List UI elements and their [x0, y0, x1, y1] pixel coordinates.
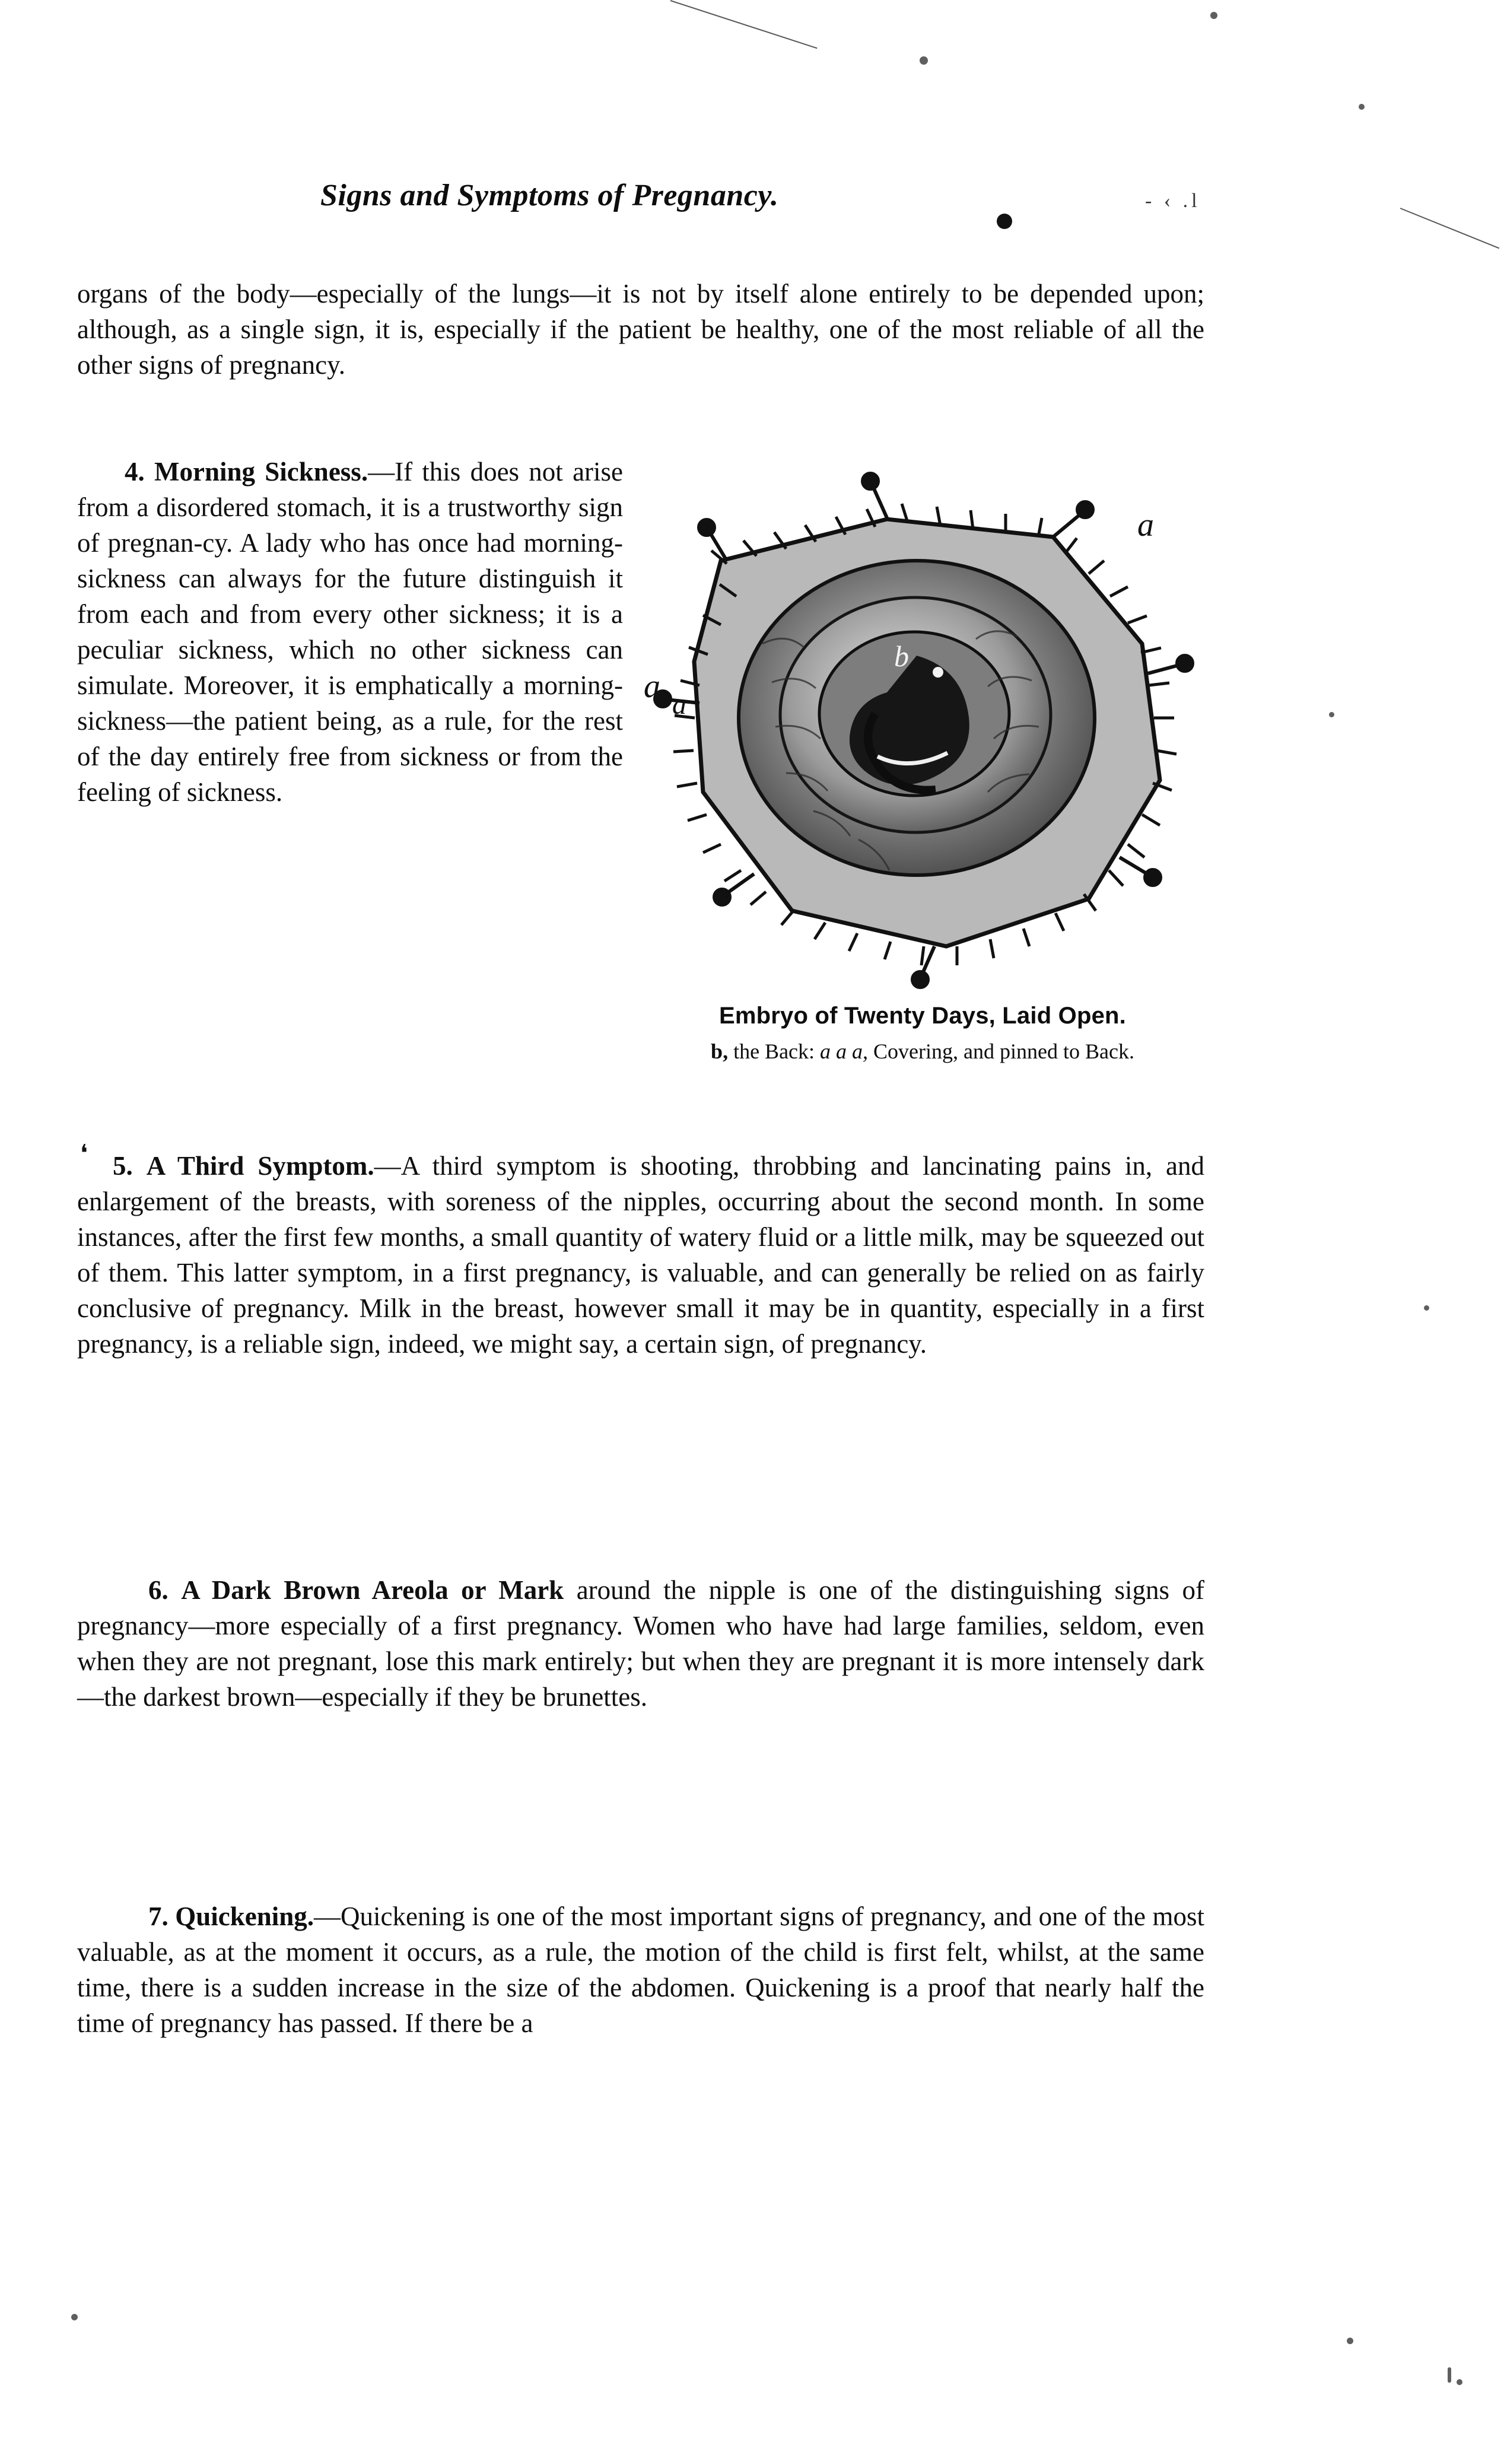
margin-mark: ❛ [80, 1140, 88, 1166]
embryo-illustration [638, 448, 1207, 994]
scan-speck [1457, 2379, 1462, 2385]
scan-speck [1347, 2338, 1353, 2344]
item-7-number: 7. [148, 1902, 168, 1931]
item-5-text: —A third symptom is shooting, throbbing and lancinating pains in, and enlargement of the breasts, with soreness of the nipples, occurring about the second month. In some instances, after the first few months, a small quantity of watery fluid or a little milk, may be squeezed out of them. This latter symptom, in a first pregnancy, is valuable, and can generally be relied on as fairly conclusive of pregnancy. Milk in the breast, however small it may be in quantity, especially in a first pregnancy, is a reliable sign, indeed, we might say, a certain sign, of pregnancy. [77, 1151, 1204, 1359]
figure-label-a-left: a [644, 668, 660, 705]
ink-blot [997, 214, 1012, 229]
scan-speck [920, 56, 928, 65]
paragraph-item-7 [77, 1899, 1204, 2041]
scan-speck [71, 2314, 78, 2320]
scan-scratch-top [670, 0, 818, 49]
scan-scratch-edge [1400, 208, 1500, 249]
figure-label-b-center: b [894, 640, 909, 673]
item-6-title: A Dark Brown Areola or Mark [181, 1575, 564, 1605]
item-7-title: Quickening. [175, 1902, 314, 1931]
item-4-number: 4. [125, 457, 145, 487]
page-running-head: Signs and Symptoms of Pregnancy. [320, 179, 779, 212]
scan-speck [1448, 2367, 1451, 2383]
figure-subcaption [626, 1037, 1219, 1066]
figure-subcaption-rest: Covering, and pinned to Back. [868, 1039, 1134, 1063]
page-folio: - ‹ .l [1145, 190, 1201, 212]
item-4-text: —If this does not arise from a disordered stomach, it is a trustworthy sign of pregnan-cy. A lady who has once had morning-sickness can always for the future distinguish it from each and from every other sickness; it is a peculiar sickness, which no other sickness can simulate. Moreover, it is emphatically a morning-sickness—the patient being, as a rule, for the rest of the day entirely free from sickness or from the feeling of sickness. [77, 457, 624, 807]
figure-subcaption-aaa: a a a, [820, 1039, 869, 1063]
paragraph-top: organs of the body—especially of the lungs—it is not by itself alone entirely to be depended upon; although, as a single sign, it is, especially if the patient be healthy, one of the most reliable of all the other signs of pregnancy. [77, 279, 1204, 380]
figure-label-a-top-right: a [1137, 507, 1154, 543]
paragraph-item-6 [77, 1572, 1204, 1715]
scan-speck [1424, 1305, 1429, 1311]
item-5-title: A Third Symptom. [146, 1151, 374, 1181]
figure-label-a-left-2: a [672, 689, 686, 720]
scan-speck [1329, 712, 1334, 717]
item-4-title: Morning Sickness. [154, 457, 368, 487]
item-6-text: around the nipple is one of the distinguishing signs of pregnancy—more especially of a first pregnancy. Women who have had large families, seldom, even when they are not pregnant, lose this mark entirely; but when they are pregnant it is more intensely dark—the darkest brown—especially if they be brunettes. [77, 1575, 1205, 1712]
figure-subcaption-back: the Back: [728, 1039, 821, 1063]
figure-subcaption-b: b, [711, 1039, 729, 1063]
embryo-figure [638, 448, 1207, 994]
scan-speck [1359, 104, 1365, 110]
scan-speck [1210, 12, 1217, 19]
item-6-number: 6. [148, 1575, 168, 1605]
figure-caption: Embryo of Twenty Days, Laid Open. [719, 1003, 1126, 1029]
item-7-text: —Quickening is one of the most important signs of pregnancy, and one of the most valuable, as at the moment it occurs, as a rule, the motion of the child is first felt, whilst, at the same time, there is a sudden increase in the size of the abdomen. Quickening is a proof that nearly half the time of pregnancy has passed. If there be a [77, 1902, 1204, 2038]
item-5-number: 5. [113, 1151, 133, 1181]
paragraph-item-4 [77, 454, 623, 810]
paragraph-item-5 [77, 1148, 1204, 1362]
